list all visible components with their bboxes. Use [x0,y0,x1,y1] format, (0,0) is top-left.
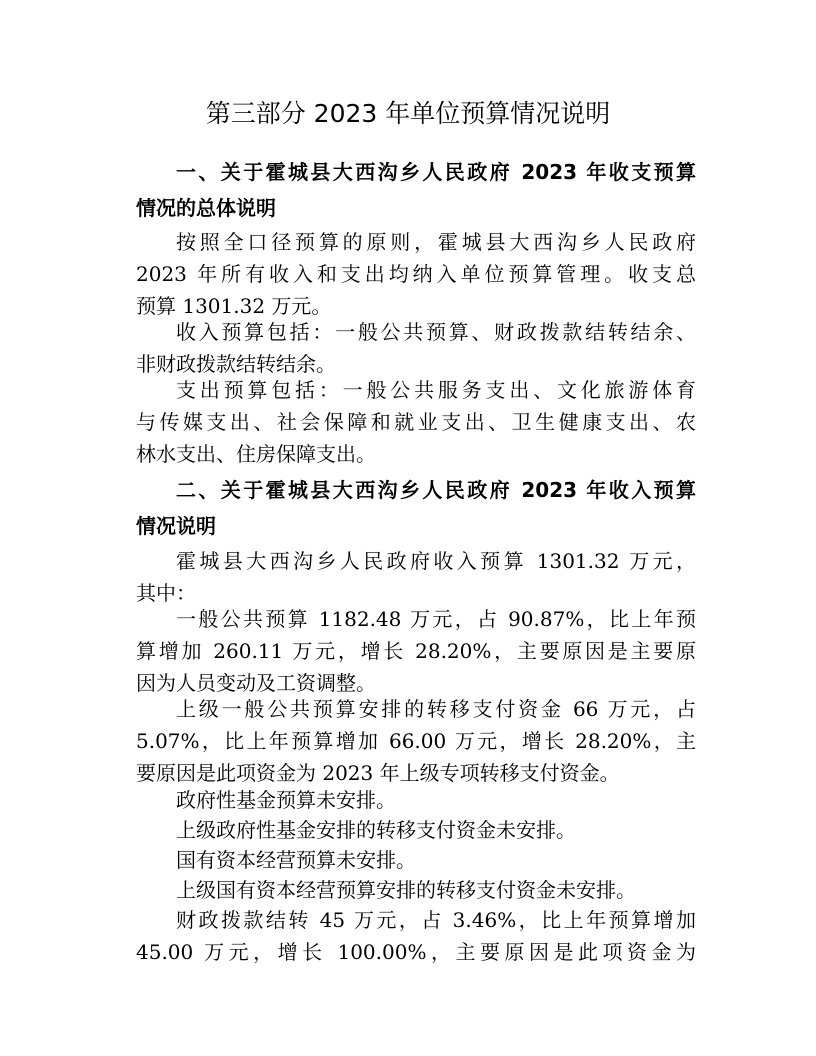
section2-paragraph-total [136,545,696,609]
section1-paragraph-scope [136,226,696,322]
paragraph-line: 财政拨款结转 45 万元，占 3.46%，比上年预算增加 [176,908,696,932]
paragraph-line: 收入预算包括：一般公共预算、财政拨款结转结余、 [176,320,696,344]
paragraph-line: 上级国有资本经营预算安排的转移支付资金未安排。 [176,878,636,902]
section2-heading-line2: 情况说明 [136,514,216,538]
paragraph-line: 2023 年所有收入和支出均纳入单位预算管理。收支总 [136,262,696,286]
paragraph-line: 上级政府性基金安排的转移支付资金未安排。 [176,818,576,842]
paragraph-line: 政府性基金预算未安排。 [176,788,396,812]
paragraph-line: 按照全口径预算的原则，霍城县大西沟乡人民政府 [176,230,696,254]
paragraph-line: 预算 1301.32 万元。 [136,294,332,318]
paragraph-line: 要原因是此项资金为 2023 年上级专项转移支付资金。 [136,761,620,785]
paragraph-line: 因为人员变动及工资调整。 [136,671,376,695]
section2-paragraph-general-budget [136,603,696,699]
paragraph-line: 霍城县大西沟乡人民政府收入预算 1301.32 万元， [176,549,696,573]
paragraph-line: 上级一般公共预算安排的转移支付资金 66 万元，占 [176,697,696,721]
section2-paragraph-fund-budget [136,784,696,816]
section1-paragraph-income [136,316,696,380]
section2-paragraph-fund-transfer [136,814,696,846]
paragraph-line: 算增加 260.11 万元，增长 28.20%，主要原因是主要原 [136,639,696,663]
section2-heading-line1: 二、关于霍城县大西沟乡人民政府 2023 年收入预算 [176,478,696,502]
paragraph-line: 支出预算包括：一般公共服务支出、文化旅游体育 [176,378,696,402]
paragraph-line: 与传媒支出、社会保障和就业支出、卫生健康支出、农 [136,410,696,434]
paragraph-line: 林水支出、住房保障支出。 [136,442,376,466]
section1-paragraph-expenditure [136,374,696,470]
paragraph-line: 一般公共预算 1182.48 万元，占 90.87%，比上年预 [176,607,696,631]
section2-paragraph-capital-budget [136,844,696,876]
paragraph-line: 45.00 万元，增长 100.00%，主要原因是此项资金为 [136,940,696,964]
paragraph-line: 其中： [136,581,196,605]
section2-paragraph-capital-transfer [136,874,696,906]
paragraph-line: 非财政拨款结转结余。 [136,352,336,376]
paragraph-line: 5.07%，比上年预算增加 66.00 万元，增长 28.20%，主 [136,729,696,753]
section1-heading-line1: 一、关于霍城县大西沟乡人民政府 2023 年收支预算 [176,160,696,184]
section2-paragraph-carryover [136,904,696,968]
section1-heading-line2: 情况的总体说明 [136,196,276,220]
paragraph-line: 国有资本经营预算未安排。 [176,848,416,872]
section2-heading [136,472,696,544]
section2-paragraph-transfer [136,693,696,789]
page-title: 第三部分 2023 年单位预算情况说明 [205,99,611,128]
section1-heading [136,154,696,226]
